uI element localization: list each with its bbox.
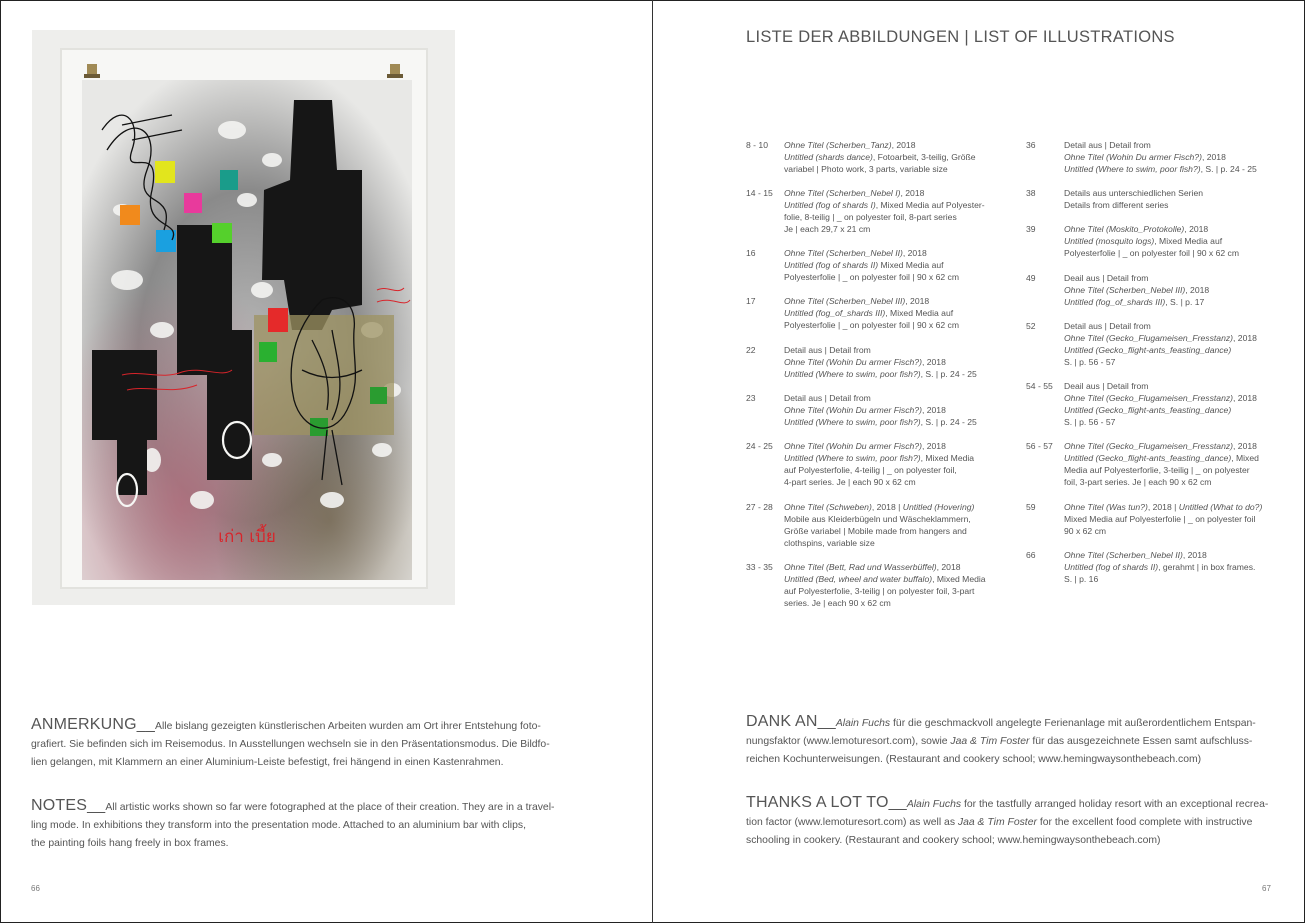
text-run: series. Je | each 90 x 62 cm <box>784 598 891 608</box>
caption-line <box>784 585 990 597</box>
italic-text: Untitled (fog_of_shards III) <box>1064 297 1166 307</box>
caption-line <box>784 163 990 175</box>
caption-line <box>784 501 990 513</box>
caption-line <box>784 452 990 464</box>
notes-english-line: ling mode. In exhibitions they transform into the presentation mode. Attached to an aluminium bar with clips, <box>31 820 526 831</box>
italic-text: Ohne Titel (Bett, Rad und Wasserbüffel) <box>784 562 937 572</box>
caption-line <box>1064 561 1270 573</box>
caption-line <box>1064 356 1270 368</box>
illustration-caption <box>1064 272 1270 308</box>
italic-text: Untitled (fog of shards II) <box>1064 562 1159 572</box>
caption-line <box>1064 296 1270 308</box>
caption-line <box>784 151 990 163</box>
illustration-caption <box>784 295 990 331</box>
illustration-page-ref: 59 <box>1026 502 1036 512</box>
caption-line <box>1064 573 1270 585</box>
caption-line <box>784 392 990 404</box>
text-run: , 2018 <box>1185 285 1210 295</box>
caption-line <box>1064 199 1270 211</box>
italic-text: Ohne Titel (Scherben_Nebel III) <box>1064 285 1186 295</box>
caption-line <box>1064 380 1270 392</box>
text-run: auf Polyesterfolie, 3-teilig | on polyester foil, 3-part <box>784 586 975 596</box>
thanks-english-line <box>746 814 1276 832</box>
caption-line <box>1064 476 1270 488</box>
caption-line <box>1064 452 1270 464</box>
illustration-page-ref: 38 <box>1026 188 1036 198</box>
text-run: , 2018 <box>1233 393 1257 403</box>
italic-text: Ohne Titel (Scherben_Nebel II) <box>784 248 903 258</box>
caption-line <box>1064 139 1270 151</box>
thanks-english-heading: THANKS A LOT TO__ <box>746 794 907 811</box>
text-run: Größe variabel | Mobile made from hangers and <box>784 526 967 536</box>
notes-english-line: the painting foils hang freely in box frames. <box>31 838 229 849</box>
italic-text: Untitled (mosquito logs) <box>1064 236 1155 246</box>
text-run: für das ausgezeichnete Essen samt aufschluss- <box>1029 736 1253 747</box>
caption-line <box>784 368 990 380</box>
caption-line <box>1064 272 1270 284</box>
italic-text: Ohne Titel (Wohin Du armer Fisch?) <box>784 357 922 367</box>
italic-text: Untitled (Gecko_flight-ants_feasting_dance) <box>1064 345 1232 355</box>
text-run: , 2018 <box>905 296 930 306</box>
text-run: , 2018 <box>921 441 946 451</box>
italic-text: Untitled (Hovering) <box>902 502 975 512</box>
caption-line <box>784 187 990 199</box>
notes-german-line: lien gelangen, mit Klammern an einer Aluminium-Leiste befestigt, frei hängend in einen Kastenrahmen. <box>31 757 504 768</box>
thanks-english-line <box>907 799 1269 810</box>
text-run: , 2018 <box>1233 441 1257 451</box>
illustration-caption <box>1064 501 1270 537</box>
caption-line <box>784 139 990 151</box>
illustration-caption <box>784 139 990 175</box>
text-run: variabel | Photo work, 3 parts, variable size <box>784 164 948 174</box>
caption-line <box>784 319 990 331</box>
illustration-caption <box>784 187 990 235</box>
text-run: , S. | p. 17 <box>1165 297 1205 307</box>
notes-english <box>31 797 561 853</box>
illustration-caption <box>784 344 990 380</box>
text-run: Polyesterfolie | _ on polyester foil | 90 x 62 cm <box>784 320 959 330</box>
caption-line <box>1064 320 1270 332</box>
italic-text: Untitled (shards dance) <box>784 152 873 162</box>
illustration-caption <box>784 440 990 488</box>
text-run: , 2018 | <box>1147 502 1179 512</box>
illustration-caption <box>784 392 990 428</box>
thanks-english-line <box>746 832 1276 850</box>
text-run: Detail aus | Detail from <box>1064 140 1151 150</box>
caption-line <box>784 537 990 549</box>
italic-text: Alain Fuchs <box>906 799 962 810</box>
text-run: Mixed Media auf Polyesterfolie | _ on polyester foil <box>1064 514 1256 524</box>
text-run: , Mixed Media auf <box>885 308 954 318</box>
text-run: for the tastfully arranged holiday resort with an exceptional recrea- <box>961 799 1269 810</box>
notes-german-line: grafiert. Sie befinden sich im Reisemodus. In Ausstellungen wechseln sie in den Präsentationsmodus. Die Bildfo- <box>31 739 550 750</box>
binder-clips <box>84 64 403 78</box>
caption-line <box>784 416 990 428</box>
text-run: 4-part series. Je | each 90 x 62 cm <box>784 477 916 487</box>
text-run: Polyesterfolie | _ on polyester foil | 90 x 62 cm <box>784 272 959 282</box>
caption-line <box>784 295 990 307</box>
caption-line <box>784 440 990 452</box>
italic-text: Untitled (Gecko_flight-ants_feasting_dance) <box>1064 453 1232 463</box>
caption-line <box>1064 392 1270 404</box>
caption-line <box>784 404 990 416</box>
illustration-page-ref: 17 <box>746 296 756 306</box>
caption-line <box>1064 501 1270 513</box>
caption-line <box>1064 513 1270 525</box>
list-of-illustrations-title: LISTE DER ABBILDUNGEN | LIST OF ILLUSTRATIONS <box>746 28 1175 46</box>
artwork-painting <box>32 30 455 605</box>
artwork-inscription: เก่า เบี้ย <box>218 527 276 547</box>
illustration-caption <box>1064 549 1270 585</box>
italic-text: Ohne Titel (Scherben_Nebel I) <box>784 188 901 198</box>
thanks-german-heading: DANK AN__ <box>746 713 836 730</box>
italic-text: Untitled (Where to swim, poor fish?) <box>784 417 921 427</box>
caption-line <box>1064 440 1270 452</box>
illustration-page-ref: 8 - 10 <box>746 140 768 150</box>
italic-text: Untitled (Where to swim, poor fish?) <box>1064 164 1201 174</box>
italic-text: Ohne Titel (Wohin Du armer Fisch?) <box>784 405 922 415</box>
italic-text: Untitled (Bed, wheel and water buffalo) <box>784 574 933 584</box>
text-run: S. | p. 16 <box>1064 574 1099 584</box>
illustration-caption <box>784 501 990 549</box>
text-run: foil, 3-part series. Je | each 90 x 62 cm <box>1064 477 1212 487</box>
artwork-photo <box>32 30 455 605</box>
illustration-page-ref: 33 - 35 <box>746 562 773 572</box>
caption-line <box>1064 344 1270 356</box>
caption-line <box>784 344 990 356</box>
illustration-page-ref: 54 - 55 <box>1026 381 1053 391</box>
italic-text: Untitled (fog of shards II) <box>784 260 879 270</box>
text-run: für die geschmackvoll angelegte Ferienanlage mit außerordentlichem Entspan- <box>890 718 1256 729</box>
illustration-caption <box>1064 320 1270 368</box>
caption-line <box>1064 151 1270 163</box>
caption-line <box>784 271 990 283</box>
italic-text: Ohne Titel (Moskito_Protokolle) <box>1064 224 1185 234</box>
caption-line <box>784 247 990 259</box>
italic-text: Ohne Titel (Wohin Du armer Fisch?) <box>1064 152 1202 162</box>
illustration-page-ref: 49 <box>1026 273 1036 283</box>
caption-line <box>784 356 990 368</box>
italic-text: Ohne Titel (Scherben_Nebel III) <box>784 296 906 306</box>
text-run: , 2018 <box>921 357 946 367</box>
text-run: , 2018 <box>1182 550 1207 560</box>
text-run: , Mixed <box>1231 453 1259 463</box>
thanks-german-line <box>836 718 1256 729</box>
caption-line <box>784 476 990 488</box>
illustration-page-ref: 23 <box>746 393 756 403</box>
illustration-page-ref: 56 - 57 <box>1026 441 1053 451</box>
text-run: , 2018 <box>900 188 925 198</box>
italic-text: Ohne Titel (Gecko_Flugameisen_Fresstanz) <box>1064 441 1234 451</box>
illustration-caption <box>1064 187 1270 211</box>
text-run: Media auf Polyesterforlie, 3-teilig | _ on polyester <box>1064 465 1250 475</box>
text-run: , S. | p. 24 - 25 <box>1200 164 1257 174</box>
illustration-page-ref: 52 <box>1026 321 1036 331</box>
text-run: Detail aus | Detail from <box>784 393 871 403</box>
notes-german-heading: ANMERKUNG__ <box>31 716 156 733</box>
text-run: , 2018 <box>1184 224 1209 234</box>
text-run: Je | each 29,7 x 21 cm <box>784 224 871 234</box>
caption-line <box>784 307 990 319</box>
text-run: , 2018 <box>936 562 961 572</box>
illustration-caption <box>1064 223 1270 259</box>
caption-line <box>784 464 990 476</box>
text-run: , S. | p. 24 - 25 <box>920 417 977 427</box>
text-run: auf Polyesterfolie, 4-teilig | _ on polyester foil, <box>784 465 957 475</box>
notes-english-line: All artistic works shown so far were fotographed at the place of their creation. They are in a travel- <box>105 802 555 813</box>
text-run: S. | p. 56 - 57 <box>1064 417 1116 427</box>
caption-line <box>1064 187 1270 199</box>
italic-text: Untitled (fog of shards I) <box>784 200 876 210</box>
text-run: Detail aus | Detail from <box>784 345 871 355</box>
italic-text: Untitled (Where to swim, poor fish?) <box>784 453 921 463</box>
italic-text: Jaa & Tim Foster <box>950 736 1030 747</box>
caption-line <box>1064 163 1270 175</box>
text-run: for the excellent food complete with instructive <box>1036 817 1253 828</box>
caption-line <box>1064 464 1270 476</box>
illustration-page-ref: 39 <box>1026 224 1036 234</box>
caption-line <box>784 513 990 525</box>
illustration-caption <box>784 247 990 283</box>
italic-text: Ohne Titel (Scherben_Nebel II) <box>1064 550 1183 560</box>
caption-line <box>1064 223 1270 235</box>
page-number-right: 67 <box>1262 884 1271 893</box>
thanks-german-line <box>746 733 1276 751</box>
caption-line <box>1064 332 1270 344</box>
thanks-english <box>746 794 1276 850</box>
notes-german-line: Alle bislang gezeigten künstlerischen Arbeiten wurden am Ort ihrer Entstehung foto- <box>155 721 541 732</box>
italic-text: Ohne Titel (Wohin Du armer Fisch?) <box>784 441 922 451</box>
italic-text: Alain Fuchs <box>835 718 891 729</box>
illustration-page-ref: 16 <box>746 248 756 258</box>
text-run: , gerahmt | in box frames. <box>1158 562 1256 572</box>
text-run: Mixed Media auf <box>878 260 944 270</box>
text-run: , 2018 <box>1201 152 1226 162</box>
olive-block <box>254 315 394 435</box>
caption-line <box>1064 284 1270 296</box>
text-run: , Mixed Media <box>920 453 975 463</box>
illustration-caption <box>1064 380 1270 428</box>
italic-text: Ohne Titel (Schweben) <box>784 502 872 512</box>
text-run: , 2018 | <box>871 502 903 512</box>
text-run: reichen Kochunterweisungen. (Restaurant and cookery school; www.hemingwaysonthebeach.com) <box>746 754 1202 765</box>
caption-line <box>1064 404 1270 416</box>
illustration-page-ref: 36 <box>1026 140 1036 150</box>
caption-line <box>784 199 990 211</box>
text-run: , 2018 <box>902 248 927 258</box>
text-run: , 2018 <box>891 140 916 150</box>
caption-line <box>1064 247 1270 259</box>
text-run: , S. | p. 24 - 25 <box>920 369 977 379</box>
notes-german <box>31 716 561 772</box>
italic-text: Untitled (Where to swim, poor fish?) <box>784 369 921 379</box>
text-run: , 2018 <box>921 405 946 415</box>
illustration-page-ref: 66 <box>1026 550 1036 560</box>
text-run: Deail aus | Detail from <box>1064 381 1149 391</box>
italic-text: Ohne Titel (Was tun?) <box>1064 502 1148 512</box>
thanks-german-line <box>746 751 1276 769</box>
caption-line <box>1064 525 1270 537</box>
text-run: nungsfaktor (www.lemoturesort.com), sowie <box>746 736 951 747</box>
thanks-german <box>746 713 1276 769</box>
italic-text: Jaa & Tim Foster <box>957 817 1037 828</box>
text-run: , Mixed Media auf Polyester- <box>875 200 985 210</box>
text-run: , Mixed Media <box>932 574 986 584</box>
caption-line <box>784 525 990 537</box>
caption-line <box>1064 549 1270 561</box>
illustration-caption <box>1064 139 1270 175</box>
text-run: schooling in cookery. (Restaurant and cookery school; www.hemingwaysonthebeach.com) <box>746 835 1161 846</box>
caption-line <box>1064 416 1270 428</box>
italic-text: Ohne Titel (Scherben_Tanz) <box>784 140 892 150</box>
caption-line <box>784 573 990 585</box>
italic-text: Ohne Titel (Gecko_Flugameisen_Fresstanz) <box>1064 333 1234 343</box>
text-run: Mobile aus Kleiderbügeln und Wäscheklammern, <box>784 514 971 524</box>
text-run: tion factor (www.lemoturesort.com) as well as <box>746 817 958 828</box>
text-run: Polyesterfolie | _ on polyester foil | 90 x 62 cm <box>1064 248 1239 258</box>
notes-english-heading: NOTES__ <box>31 797 106 814</box>
caption-line <box>784 211 990 223</box>
illustration-page-ref: 14 - 15 <box>746 188 773 198</box>
illustration-page-ref: 27 - 28 <box>746 502 773 512</box>
italic-text: Untitled (Gecko_flight-ants_feasting_dance) <box>1064 405 1232 415</box>
illustration-caption <box>1064 440 1270 488</box>
illustration-page-ref: 24 - 25 <box>746 441 773 451</box>
text-run: , Fotoarbeit, 3-teilig, Größe <box>872 152 976 162</box>
caption-line <box>784 259 990 271</box>
text-run: , 2018 <box>1233 333 1257 343</box>
text-run: 90 x 62 cm <box>1064 526 1107 536</box>
caption-line <box>784 561 990 573</box>
text-run: folie, 8-teilig | _ on polyester foil, 8-part series <box>784 212 957 222</box>
caption-line <box>784 223 990 235</box>
caption-line <box>784 597 990 609</box>
text-run: Detail aus | Detail from <box>1064 321 1151 331</box>
text-run: clothspins, variable size <box>784 538 875 548</box>
text-run: Details from different series <box>1064 200 1169 210</box>
caption-line <box>1064 235 1270 247</box>
text-run: S. | p. 56 - 57 <box>1064 357 1116 367</box>
illustration-page-ref: 22 <box>746 345 756 355</box>
text-run: Details aus unterschiedlichen Serien <box>1064 188 1204 198</box>
italic-text: Ohne Titel (Gecko_Flugameisen_Fresstanz) <box>1064 393 1234 403</box>
illustration-caption <box>784 561 990 609</box>
italic-text: Untitled (What to do?) <box>1178 502 1263 512</box>
book-gutter <box>652 0 653 923</box>
text-run: Deail aus | Detail from <box>1064 273 1149 283</box>
italic-text: Untitled (fog_of_shards III) <box>784 308 886 318</box>
page-number-left: 66 <box>31 884 40 893</box>
text-run: , Mixed Media auf <box>1154 236 1223 246</box>
